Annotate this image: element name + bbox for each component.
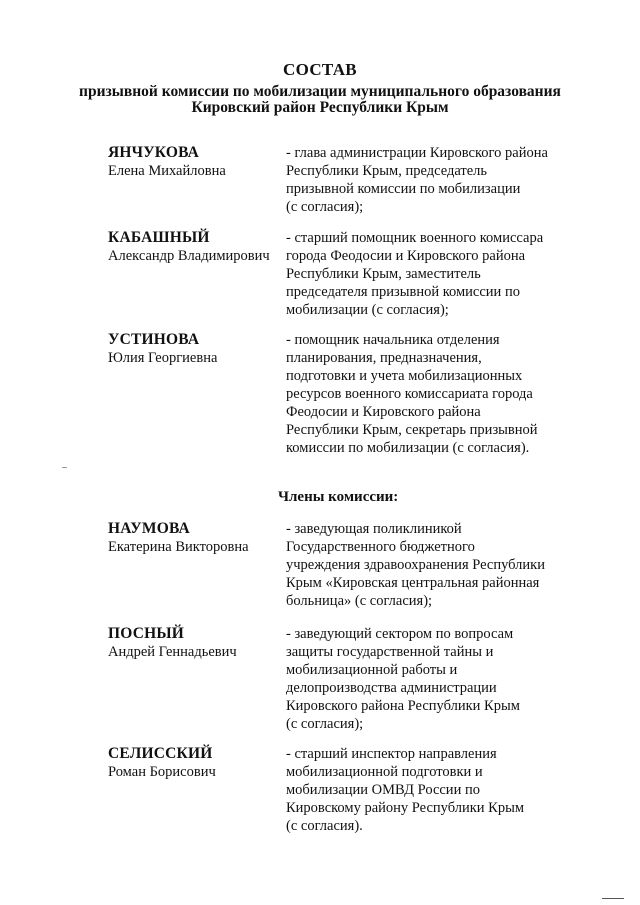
role-line: - заведующая поликлиникой [286,521,462,537]
member-surname: КАБАШНЫЙ [108,229,210,246]
corner-mark [602,898,624,899]
role-line: председателя призывной комиссии по [286,284,520,300]
document-title: СОСТАВ [283,60,357,79]
role-line: делопроизводства администрации [286,680,497,696]
role-line: мобилизации ОМВД России по [286,782,480,798]
role-line: - помощник начальника отделения [286,332,500,348]
member-surname: УСТИНОВА [108,331,200,348]
role-line: - старший помощник военного комиссара [286,230,544,246]
role-line: мобилизационной подготовки и [286,764,483,780]
member-surname: ЯНЧУКОВА [108,144,200,161]
member-given-names: Екатерина Викторовна [108,539,249,555]
member-given-names: Александр Владимирович [108,248,270,264]
member-role [286,331,586,457]
member-role [286,229,586,319]
role-line: (с согласия); [286,199,364,215]
role-line: Феодосии и Кировского района [286,404,481,420]
role-line: мобилизации (с согласия); [286,302,449,318]
member-surname: ПОСНЫЙ [108,625,185,642]
role-line: больница» (с согласия); [286,593,433,609]
member-surname: СЕЛИССКИЙ [108,745,213,762]
member-role [286,520,586,610]
document-subtitle-line-1: призывной комиссии по мобилизации муниципального образования [79,83,561,100]
member-given-names: Юлия Георгиевна [108,350,218,366]
role-line: Республики Крым, секретарь призывной [286,422,538,438]
role-line: планирования, предназначения, [286,350,482,366]
document-subtitle-line-2: Кировский район Республики Крым [191,99,449,116]
role-line: (с согласия). [286,818,363,834]
margin-mark [62,467,67,468]
role-line: Крым «Кировская центральная районная [286,575,540,591]
member-given-names: Андрей Геннадьевич [108,644,237,660]
role-line: Государственного бюджетного [286,539,475,555]
member-role [286,144,586,216]
member-given-names: Роман Борисович [108,764,216,780]
member-role [286,745,586,835]
role-line: (с согласия); [286,716,364,732]
role-line: призывной комиссии по мобилизации [286,181,521,197]
role-line: ресурсов военного комиссариата города [286,386,533,402]
role-line: мобилизационной работы и [286,662,458,678]
role-line: - старший инспектор направления [286,746,497,762]
role-line: защиты государственной тайны и [286,644,494,660]
role-line: учреждения здравоохранения Республики [286,557,545,573]
role-line: Республики Крым, председатель [286,163,488,179]
role-line: Кировскому району Республики Крым [286,800,524,816]
role-line: - заведующий сектором по вопросам [286,626,514,642]
role-line: комиссии по мобилизации (с согласия). [286,440,530,456]
role-line: города Феодосии и Кировского района [286,248,526,264]
role-line: Республики Крым, заместитель [286,266,481,282]
role-line: - глава администрации Кировского района [286,145,548,161]
role-line: подготовки и учета мобилизационных [286,368,523,384]
role-line: Кировского района Республики Крым [286,698,520,714]
member-surname: НАУМОВА [108,520,190,537]
member-role [286,625,586,733]
member-given-names: Елена Михайловна [108,163,226,179]
members-heading: Члены комиссии: [278,489,399,505]
